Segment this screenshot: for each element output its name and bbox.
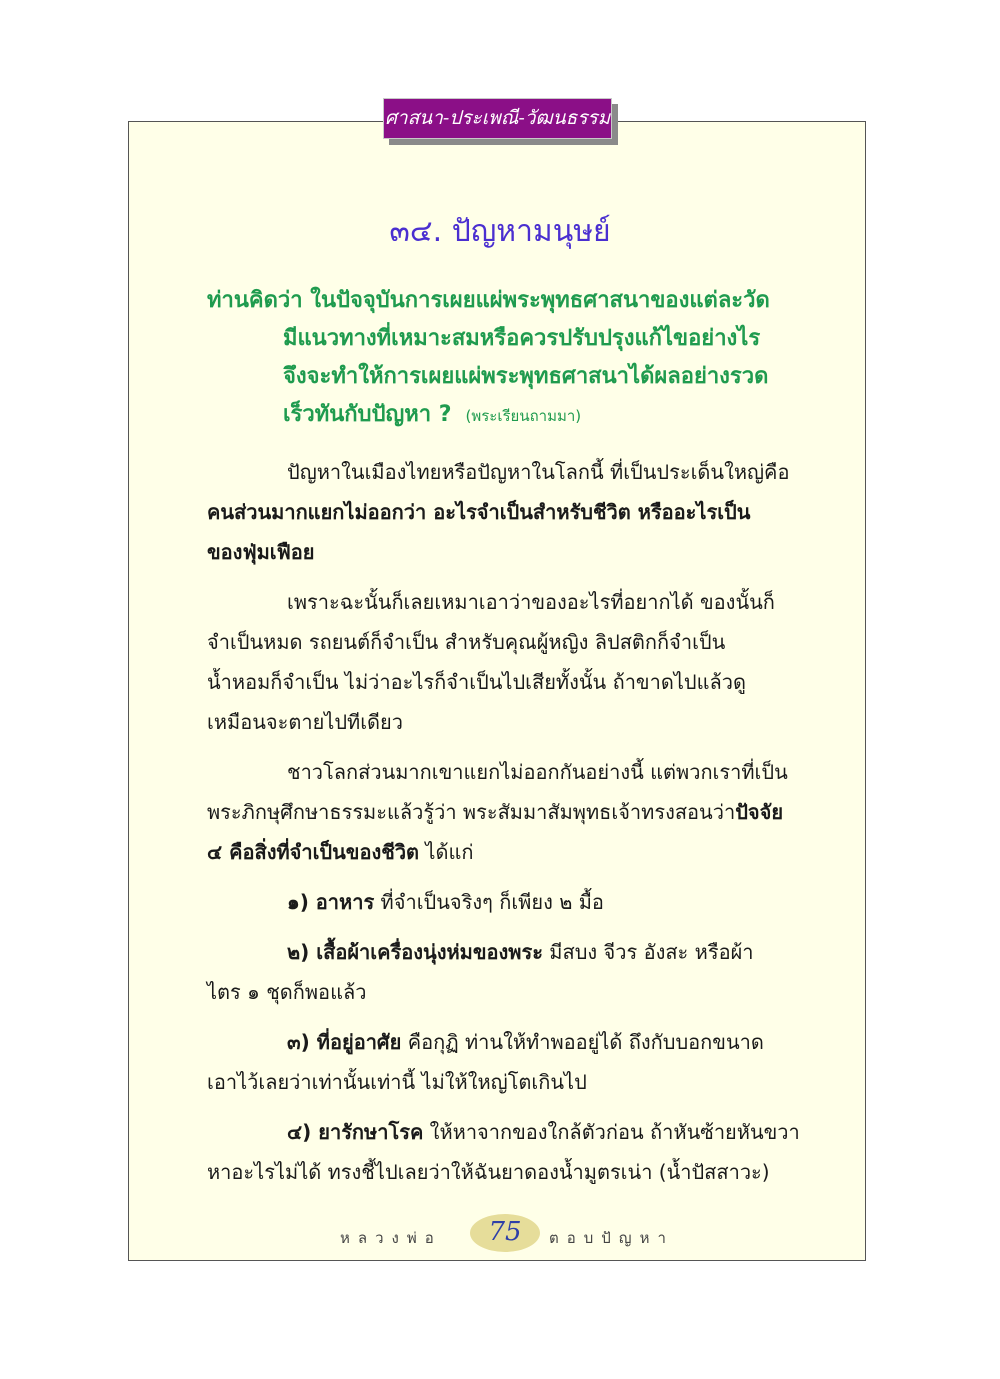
paragraph-line: เพราะฉะนั้นก็เลยเหมาเอาว่าของอะไรที่อยากได้ ของนั้นก็	[287, 590, 775, 614]
plain-text: ได้แก่	[419, 840, 474, 864]
bold-text: ๔ คือสิ่งที่จำเป็นของชีวิต	[207, 840, 420, 864]
list-item-line	[207, 932, 790, 972]
question-text-end: เร็วทันกับปัญหา ?	[283, 402, 452, 427]
paragraph-line: น้ำหอมก็จำเป็น ไม่ว่าอะไรก็จำเป็นไปเสียทั้งนั้น ถ้าขาดไปแล้วดู	[207, 670, 746, 694]
bold-text: ของฟุ่มเฟือย	[207, 540, 315, 564]
footer-book-title-left: หลวงพ่อ	[340, 1229, 442, 1247]
paragraph-line	[207, 532, 790, 572]
paragraph-line	[207, 492, 790, 532]
list-item-line: หาอะไรไม่ได้ ทรงชี้ไปเลยว่าให้ฉันยาดองน้ำมูตรเน่า (น้ำปัสสาวะ)	[207, 1160, 770, 1184]
page-title: ๓๔. ปัญหามนุษย์	[389, 214, 611, 249]
page-number: 75	[488, 1217, 522, 1247]
paragraph-1	[207, 452, 790, 572]
list-item-text: คือกุฏิ ท่านให้ทำพออยู่ได้ ถึงกับบอกขนาด	[401, 1030, 764, 1054]
list-item-1	[207, 882, 790, 922]
paragraph-line: ปัญหาในเมืองไทยหรือปัญหาในโลกนี้ ที่เป็นประเด็นใหญ่คือ	[287, 460, 790, 484]
list-item-2	[207, 932, 790, 1012]
question-line-4	[207, 396, 797, 435]
list-item-line	[207, 1112, 800, 1152]
list-item-text: ให้หาจากของใกล้ตัวก่อน ถ้าหันซ้ายหันขวา	[423, 1120, 800, 1144]
paragraph-line	[207, 832, 790, 872]
bold-text: คนส่วนมากแยกไม่ออกว่า อะไรจำเป็นสำหรับชีวิต หรืออะไรเป็น	[207, 500, 751, 524]
list-item-4	[207, 1112, 800, 1192]
list-item-heading: ๑) อาหาร	[287, 890, 375, 914]
plain-text: พระภิกษุศึกษาธรรมะแล้วรู้ว่า พระสัมมาสัมพุทธเจ้าทรงสอนว่า	[207, 800, 736, 824]
list-item-3	[207, 1022, 790, 1102]
paragraph-line: ชาวโลกส่วนมากเขาแยกไม่ออกกันอย่างนี้ แต่พวกเราที่เป็น	[287, 760, 788, 784]
paragraph-line	[207, 792, 790, 832]
list-item-heading: ๒) เสื้อผ้าเครื่องนุ่งห่มของพระ	[287, 940, 543, 964]
list-item-line	[207, 1022, 790, 1062]
question-source: (พระเรียนถามมา)	[465, 407, 582, 425]
paragraph-line: จำเป็นหมด รถยนต์ก็จำเป็น สำหรับคุณผู้หญิง ลิปสติกก็จำเป็น	[207, 630, 726, 654]
paragraph-3	[207, 752, 790, 872]
list-item-line: ไตร ๑ ชุดก็พอแล้ว	[207, 980, 367, 1004]
list-item-line: เอาไว้เลยว่าเท่านั้นเท่านี้ ไม่ให้ใหญ่โตเกินไป	[207, 1070, 587, 1094]
list-item-text: ที่จำเป็นจริงๆ ก็เพียง ๒ มื้อ	[374, 890, 604, 914]
paragraph-2	[207, 582, 790, 742]
list-item-heading: ๔) ยารักษาโรค	[287, 1120, 424, 1144]
page-footer	[0, 1214, 1000, 1254]
list-item-line	[207, 882, 790, 922]
question-line-1: ท่านคิดว่า ในปัจจุบันการเผยแผ่พระพุทธศาสนาของแต่ละวัด	[207, 288, 770, 313]
section-header: ศาสนา-ประเพณี-วัฒนธรรม	[383, 98, 612, 139]
question-line-2: มีแนวทางที่เหมาะสมหรือควรปรับปรุงแก้ไขอย่างไร	[283, 326, 761, 351]
list-item-heading: ๓) ที่อยู่อาศัย	[287, 1030, 402, 1054]
question-line-3: จึงจะทำให้การเผยแผ่พระพุทธศาสนาได้ผลอย่างรวด	[283, 364, 769, 389]
bold-text: ปัจจัย	[735, 800, 784, 824]
list-item-text: มีสบง จีวร อังสะ หรือผ้า	[542, 940, 754, 964]
question-block	[207, 282, 797, 435]
paragraph-line: เหมือนจะตายไปทีเดียว	[207, 710, 403, 734]
answer-body	[207, 452, 800, 1202]
footer-book-title-right: ตอบปัญหา	[549, 1229, 674, 1247]
